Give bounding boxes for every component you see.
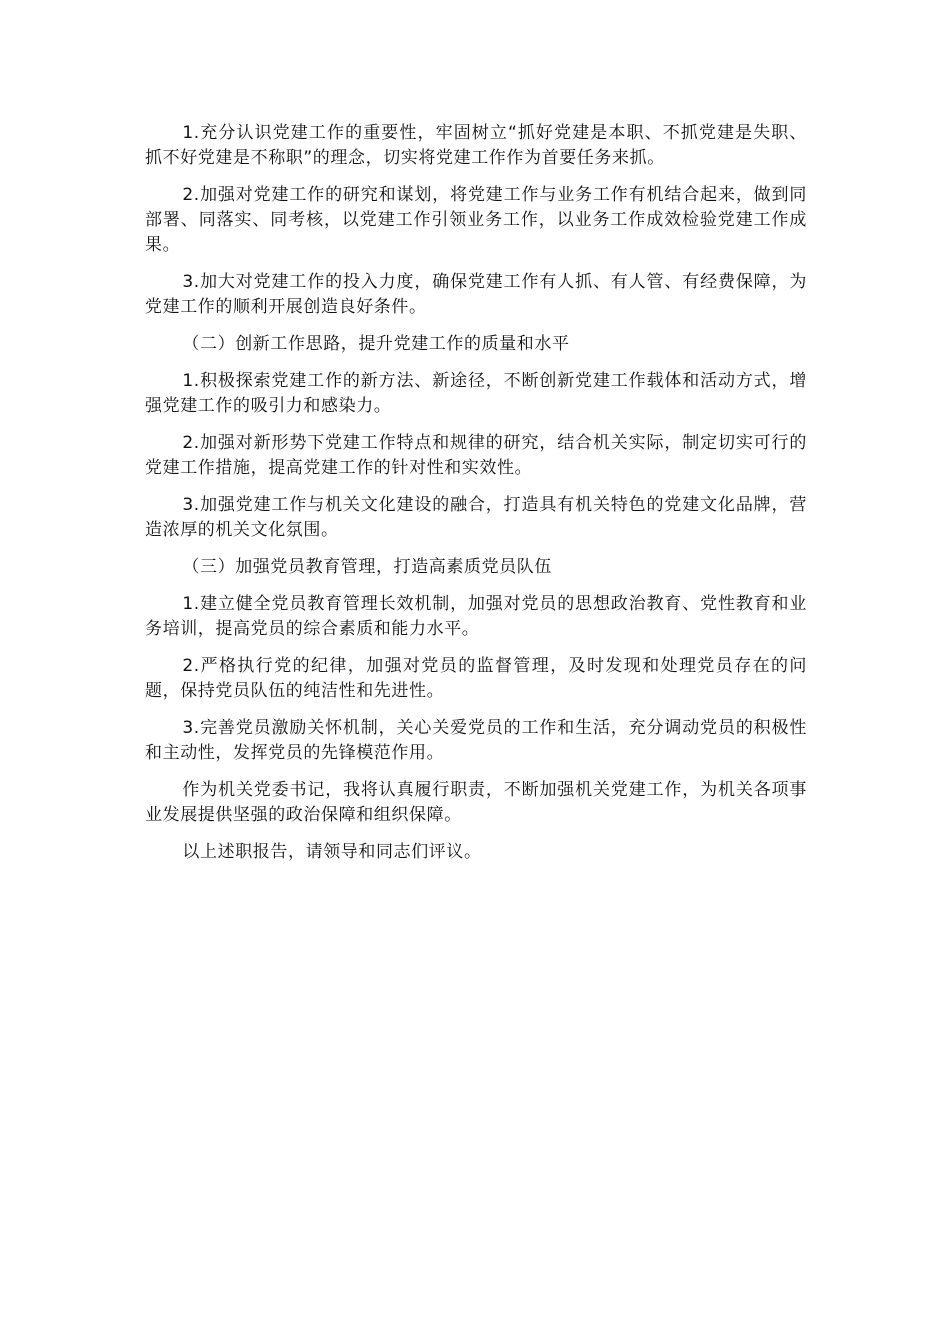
- paragraph-8: 2.严格执行党的纪律，加强对党员的监督管理，及时发现和处理党员存在的问题，保持党员队伍的纯洁性和先进性。: [145, 656, 807, 701]
- section-heading-3: （三）加强党员教育管理，打造高素质党员队伍: [182, 557, 552, 577]
- paragraph-7: 1.建立健全党员教育管理长效机制，加强对党员的思想政治教育、党性教育和业务培训，提高党员的综合素质和能力水平。: [145, 594, 807, 639]
- paragraph-6: 3.加强党建工作与机关文化建设的融合，打造具有机关特色的党建文化品牌，营造浓厚的机关文化氛围。: [145, 495, 807, 540]
- paragraph-9: 3.完善党员激励关怀机制，关心关爱党员的工作和生活，充分调动党员的积极性和主动性，发挥党员的先锋模范作用。: [145, 718, 807, 763]
- document-body: [145, 121, 807, 877]
- paragraph-4: 1.积极探索党建工作的新方法、新途径，不断创新党建工作载体和活动方式，增强党建工作的吸引力和感染力。: [145, 371, 807, 416]
- paragraph-5: 2.加强对新形势下党建工作特点和规律的研究，结合机关实际，制定切实可行的党建工作措施，提高党建工作的针对性和实效性。: [145, 433, 807, 478]
- paragraph-2: 2.加强对党建工作的研究和谋划，将党建工作与业务工作有机结合起来，做到同部署、同落实、同考核，以党建工作引领业务工作，以业务工作成效检验党建工作成果。: [145, 185, 807, 255]
- section-heading-2: （二）创新工作思路，提升党建工作的质量和水平: [182, 334, 570, 354]
- paragraph-1: 1.充分认识党建工作的重要性，牢固树立“抓好党建是本职、不抓党建是失职、抓不好党建是不称职”的理念，切实将党建工作作为首要任务来抓。: [145, 123, 807, 168]
- paragraph-3: 3.加大对党建工作的投入力度，确保党建工作有人抓、有人管、有经费保障，为党建工作的顺利开展创造良好条件。: [145, 272, 807, 317]
- closing-request: 以上述职报告，请领导和同志们评议。: [182, 842, 482, 862]
- closing-paragraph: 作为机关党委书记，我将认真履行职责，不断加强机关党建工作，为机关各项事业发展提供坚强的政治保障和组织保障。: [145, 780, 807, 825]
